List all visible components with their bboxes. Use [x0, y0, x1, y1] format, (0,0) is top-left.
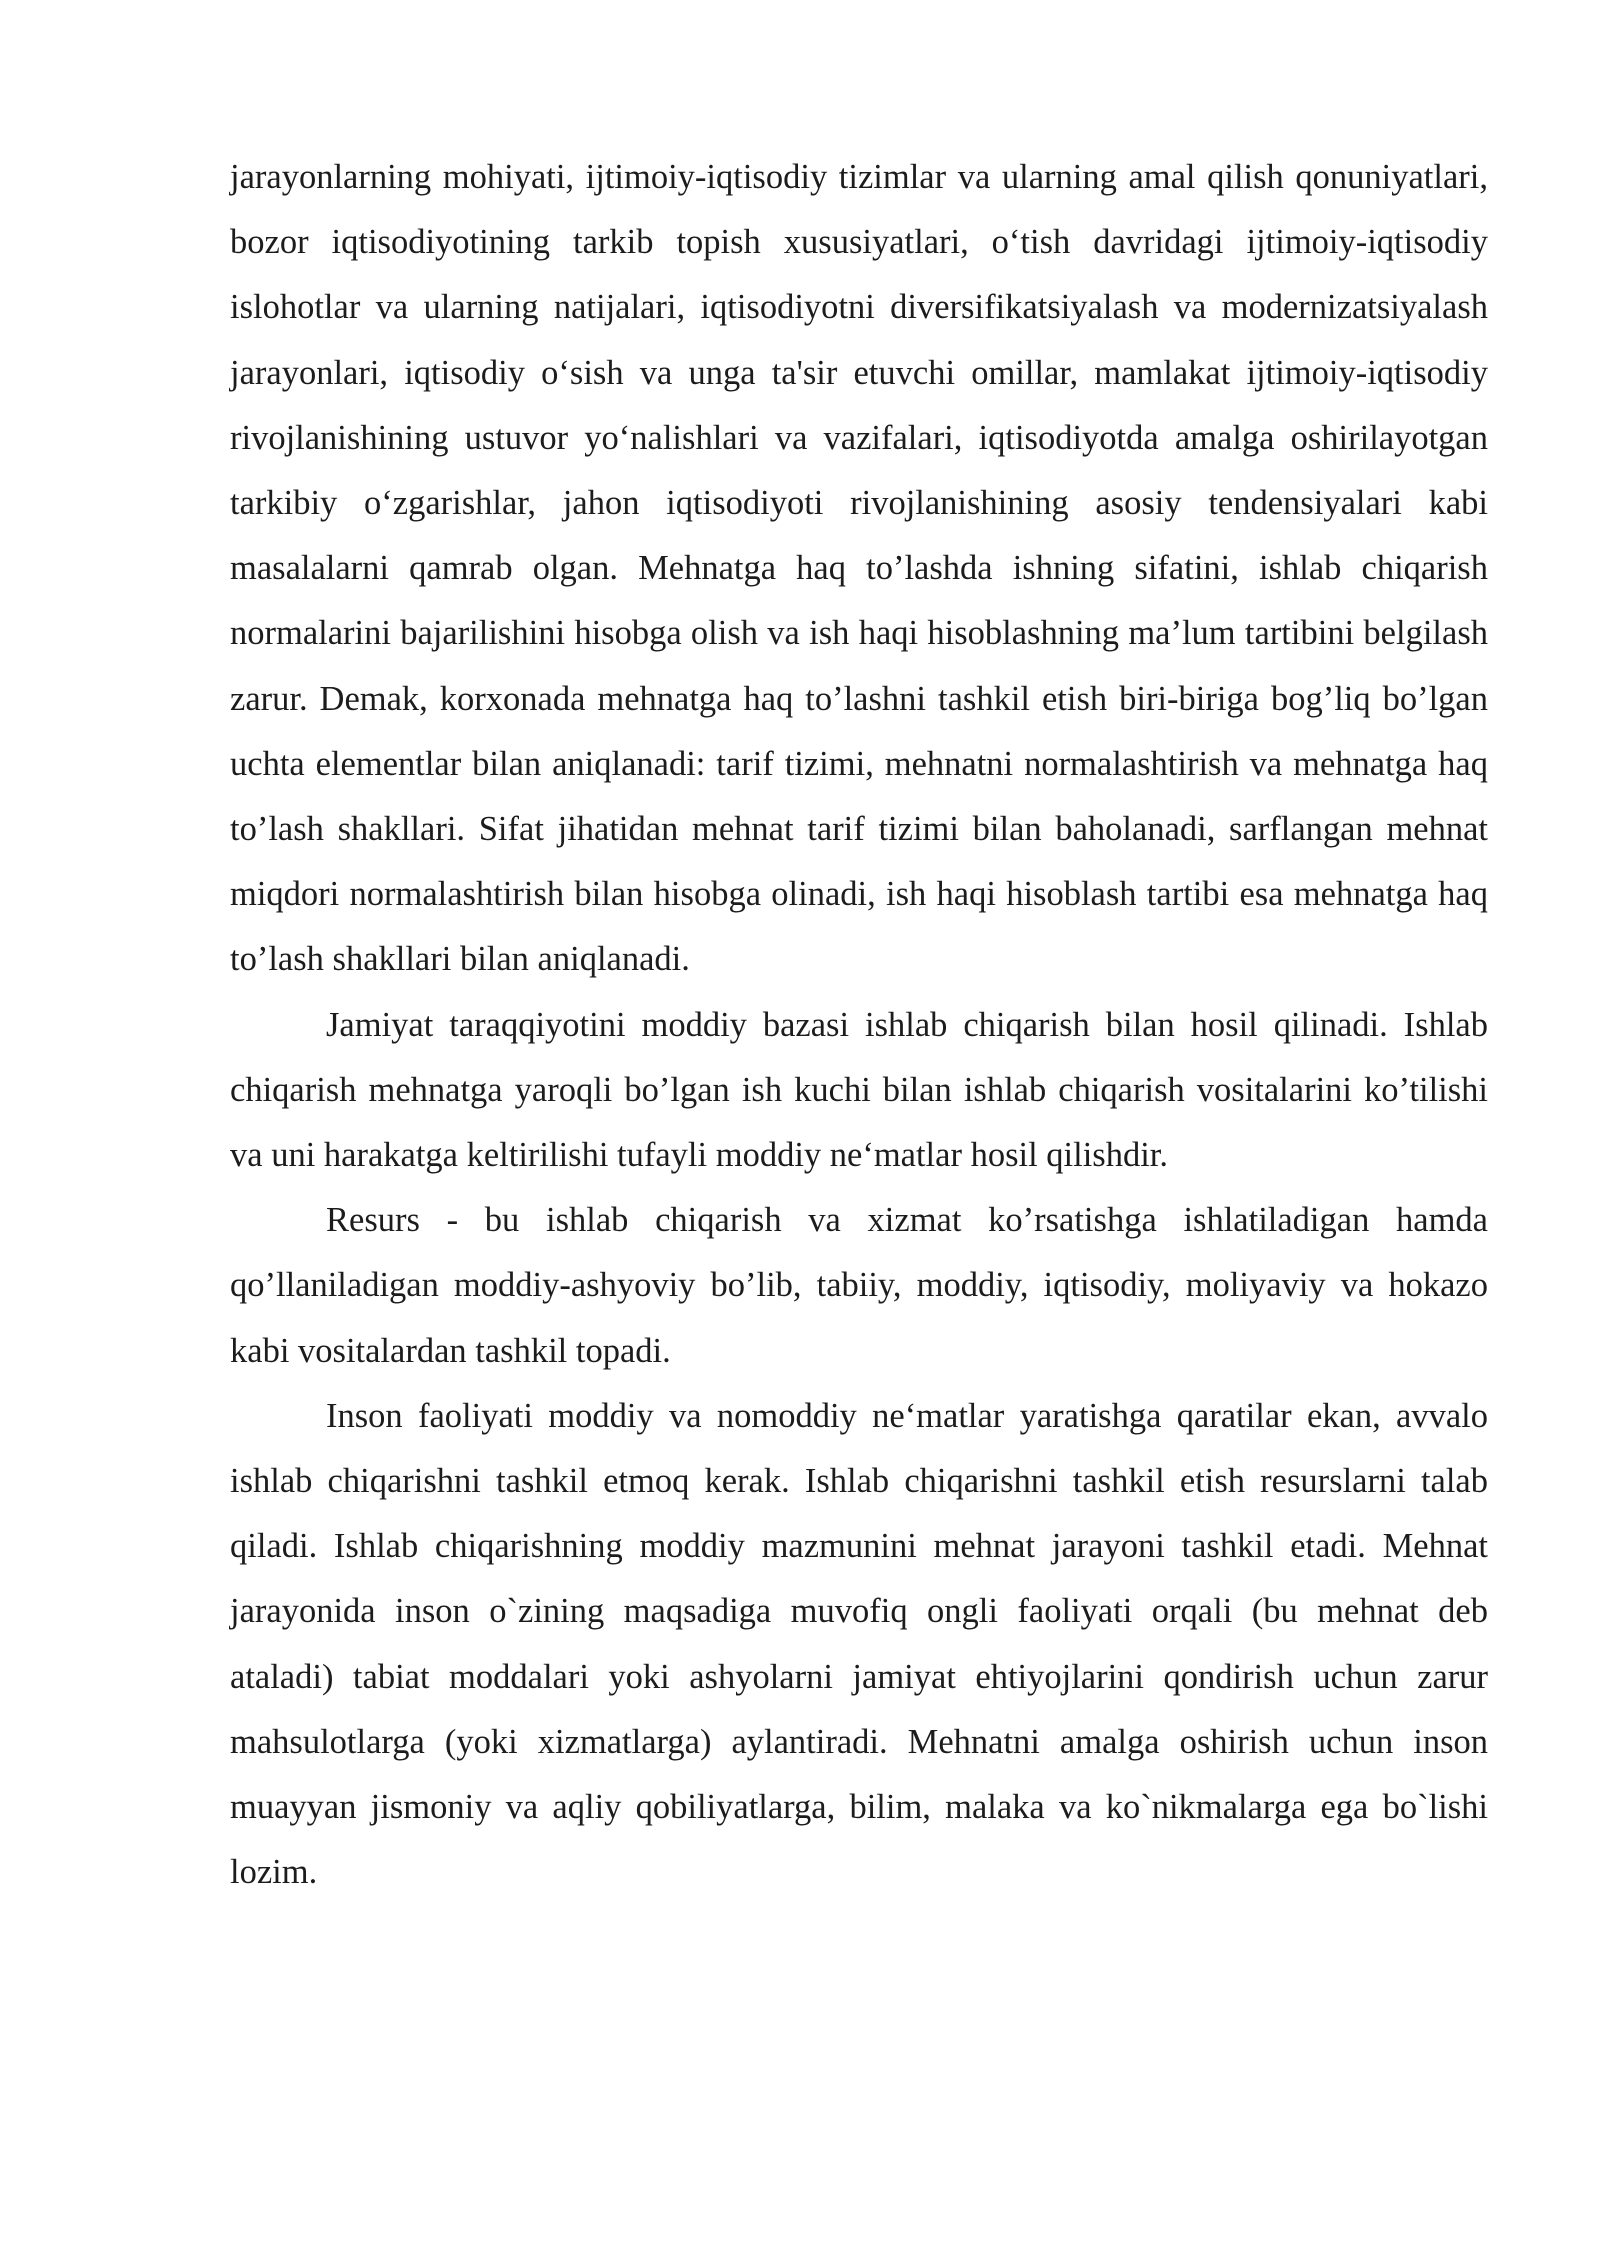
paragraph-continuation: jarayonlarning mohiyati, ijtimoiy-iqtisodiy tizimlar va ularning amal qilish qonuniyatlari, bozor iqtisodiyotining tarkib topish xususiyatlari, o‘tish davridagi ijtimoiy-iqtisodiy islohotlar va ularning natijalari, iqtisodiyotni diversifikatsiyalash va modernizatsiyalash jarayonlari, iqtisodiy o‘sish va unga ta'sir etuvchi omillar, mamlakat ijtimoiy-iqtisodiy rivojlanishining ustuvor yo‘nalishlari va vazifalari, iqtisodiyotda amalga oshirilayotgan tarkibiy o‘zgarishlar, jahon iqtisodiyoti rivojlanishining asosiy tendensiyalari kabi masalalarni qamrab olgan. Mehnatga haq to’lashda ishning sifatini, ishlab chiqarish normalarini bajarilishini hisobga olish va ish haqi hisoblashning ma’lum tartibini belgilash zarur. Demak, korxonada mehnatga haq to’lashni tashkil etish biri-biriga bog’liq bo’lgan uchta elementlar bilan aniqlanadi: tarif tizimi, mehnatni normalashtirish va mehnatga haq to’lash shakllari. Sifat jihatidan mehnat tarif tizimi bilan baholanadi, sarflangan mehnat miqdori normalashtirish bilan hisobga olinadi, ish haqi hisoblash tartibi esa mehnatga haq to’lash shakllari bilan aniqlanadi.: [230, 158, 1488, 979]
paragraph-resurs: Resurs - bu ishlab chiqarish va xizmat ko’rsatishga ishlatiladigan hamda qo’llaniladigan moddiy-ashyoviy bo’lib, tabiiy, moddiy, iqtisodiy, moliyaviy va hokazo kabi vositalardan tashkil topadi.: [230, 1201, 1488, 1370]
document-body: [230, 145, 1488, 1905]
paragraph-jamiyat: Jamiyat taraqqiyotini moddiy bazasi ishlab chiqarish bilan hosil qilinadi. Ishlab chiqarish mehnatga yaroqli bo’lgan ish kuchi bilan ishlab chiqarish vositalarini ko’tilishi va uni harakatga keltirilishi tufayli moddiy ne‘matlar hosil qilishdir.: [230, 1005, 1488, 1175]
paragraph-inson-faoliyati: Inson faoliyati moddiy va nomoddiy ne‘matlar yaratishga qaratilar ekan, avvalo ishlab chiqarishni tashkil etmoq kerak. Ishlab chiqarishni tashkil etish resurslarni talab qiladi. Ishlab chiqarishning moddiy mazmunini mehnat jarayoni tashkil etadi. Mehnat jarayonida inson o`zining maqsadiga muvofiq ongli faoliyati orqali (bu mehnat deb ataladi) tabiat moddalari yoki ashyolarni jamiyat ehtiyojlarini qondirish uchun zarur mahsulotlarga (yoki xizmatlarga) aylantiradi. Mehnatni amalga oshirish uchun inson muayyan jismoniy va aqliy qobiliyatlarga, bilim, malaka va ko`nikmalarga ega bo`lishi lozim.: [230, 1396, 1488, 1892]
